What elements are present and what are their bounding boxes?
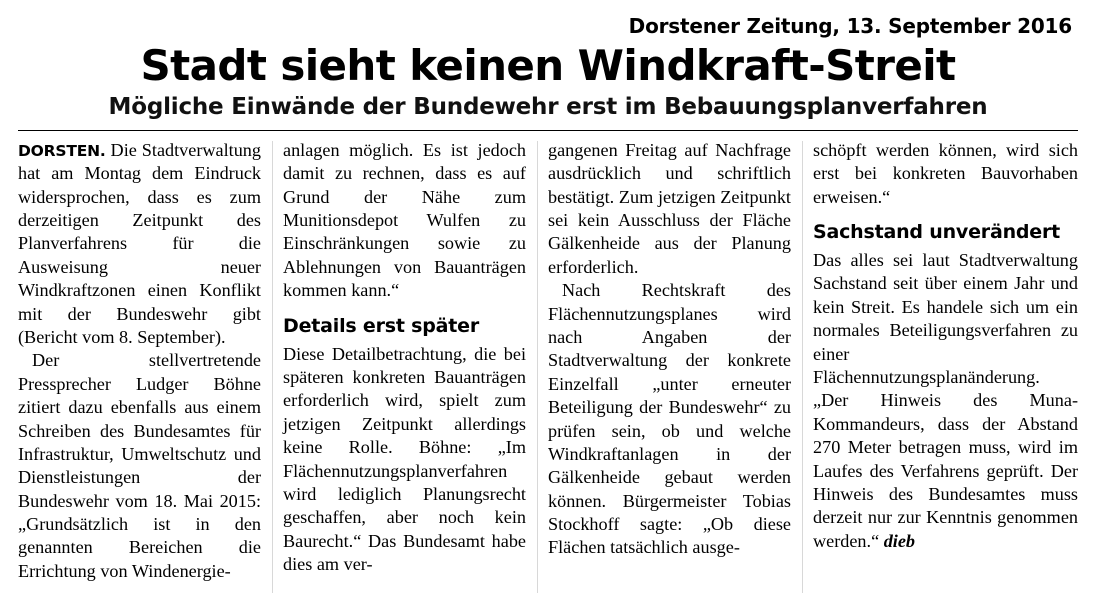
paragraph-text: Das alles sei laut Stadtverwaltung Sachstand seit über einem Jahr und kein Streit. Es handele sich um ein normales Beteiligungsverfahren zu einer Flächennutzungsplanänderung. „Der Hinweis des Muna-Kommandeurs, dass der Abstand 270 Meter betragen muss, wird im Laufes des Verfahrens geprüft. Der Hinweis des Bundesamtes muss derzeit nur zur Kenntnis genommen werden.“: [813, 249, 1078, 551]
subheadline: Mögliche Einwände der Bundewehr erst im Bebauungsplanverfahren: [108, 93, 988, 120]
paragraph: [813, 249, 1078, 553]
article-column-2: [283, 139, 548, 577]
article-column-3: [548, 139, 813, 560]
paragraph: Diese Detailbetrachtung, die bei späteren konkreten Bauanträgen erforderlich wird, spielt zum jetzigen Zeitpunkt allerdings keine Rolle. Böhne: „Im Flächennutzungsplanverfahren wird lediglich Planungsrecht geschaffen, aber noch kein Baurecht.“ Das Bundesamt habe dies am ver-: [283, 343, 526, 575]
column-divider: [537, 141, 538, 593]
paragraph: schöpft werden können, wird sich erst bei konkreten Bauvorhaben erweisen.“: [813, 139, 1078, 207]
paragraph: Der stellvertretende Pressprecher Ludger Böhne zitiert dazu ebenfalls aus einem Schreiben des Bundesamtes für Infrastruktur, Umweltschutz und Dienstleistungen der Bundeswehr vom 18. Mai 2015: „Grundsätzlich ist in den genannten Bereichen die Errichtung von Windenergie-: [18, 350, 261, 581]
section-heading-details: Details erst später: [283, 314, 480, 337]
paragraph: gangenen Freitag auf Nachfrage ausdrücklich und schriftlich bestätigt. Zum jetzigen Zeitpunkt sei kein Ausschluss der Fläche Gälkenheide aus der Planung erforderlich.: [548, 139, 791, 277]
horizontal-rule: [18, 130, 1078, 131]
section-heading-sachstand: Sachstand unverändert: [813, 220, 1061, 243]
article-column-1: [18, 139, 283, 583]
page-title: Stadt sieht keinen Windkraft-Streit: [140, 41, 956, 90]
paragraph-text: Die Stadtverwaltung hat am Montag dem Eindruck widersprochen, dass es zum derzeitigen Zeitpunkt des Planverfahrens für die Ausweisung neuer Windkraftzonen einen Konflikt mit der Bundeswehr gibt (Bericht vom 8. September).: [18, 139, 261, 347]
paragraph: anlagen möglich. Es ist jedoch damit zu rechnen, dass es auf Grund der Nähe zum Munitionsdepot Wulfen zu Einschränkungen sowie zu Ablehnungen von Bauanträgen kommen kann.“: [283, 139, 526, 301]
paragraph: [18, 139, 261, 350]
author-byline: dieb: [883, 530, 916, 551]
dateline: DORSTEN.: [18, 141, 106, 160]
article-column-4: [813, 139, 1078, 553]
paragraph: Nach Rechtskraft des Flächennutzungsplanes wird nach Angaben der Stadtverwaltung der konkrete Einzelfall „unter erneuter Beteiligung der Bundeswehr“ zu prüfen sein, ob und welche Windkraftanlagen in der Gälkenheide gebaut werden können. Bürgermeister Tobias Stockhoff sagte: „Ob diese Flächen tatsächlich ausge-: [548, 280, 791, 558]
column-divider: [802, 141, 803, 593]
source-line: Dorstener Zeitung, 13. September 2016: [628, 14, 1072, 38]
article-columns: [18, 139, 1078, 583]
column-divider: [272, 141, 273, 593]
